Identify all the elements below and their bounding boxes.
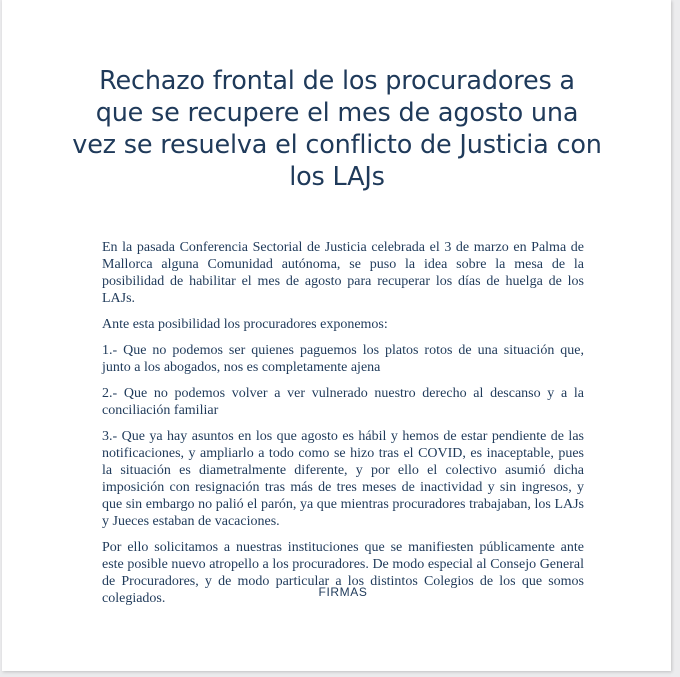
document-body: [102, 239, 584, 616]
paragraph-request: Por ello solicitamos a nuestras instituciones que se manifiesten públicamente ante este posible nuevo atropello a los procuradores. De modo especial al Consejo General de Procuradores, y de modo particular a los distintos Colegios de los que somos colegiados.: [102, 540, 584, 606]
paragraph-point-2: 2.- Que no podemos volver a ver vulnerado nuestro derecho al descanso y a la conciliación familiar: [102, 386, 584, 418]
document-title: Rechazo frontal de los procuradores a que se recupere el mes de agosto una vez se resuelva el conflicto de Justicia con los LAJs: [72, 66, 602, 192]
paragraph-point-1: 1.- Que no podemos ser quienes paguemos los platos rotos de una situación que, junto a los abogados, nos es completamente ajena: [102, 343, 584, 375]
paragraph-statement: Ante esta posibilidad los procuradores exponemos:: [102, 317, 388, 332]
paragraph-point-3: 3.- Que ya hay asuntos en los que agosto es hábil y hemos de estar pendiente de las notificaciones, y ampliarlo a todo como se hizo tras el COVID, es inaceptable, pues la situación es diametralmente diferente, y por ello el colectivo asumió dicha imposición con resignación tras más de tres meses de inactividad y sin ingresos, y que sin embargo no palió el parón, ya que mientras procuradores trabajaban, los LAJs y Jueces estaban de vacaciones.: [102, 429, 584, 529]
document-page: [2, 0, 671, 671]
paragraph-intro: En la pasada Conferencia Sectorial de Justicia celebrada el 3 de marzo en Palma de Mallorca alguna Comunidad autónoma, se puso la idea sobre la mesa de la posibilidad de habilitar el mes de agosto para recuperar los días de huelga de los LAJs.: [102, 240, 584, 306]
page-edge: [671, 0, 680, 677]
signature-line: FIRMAS: [318, 585, 368, 599]
